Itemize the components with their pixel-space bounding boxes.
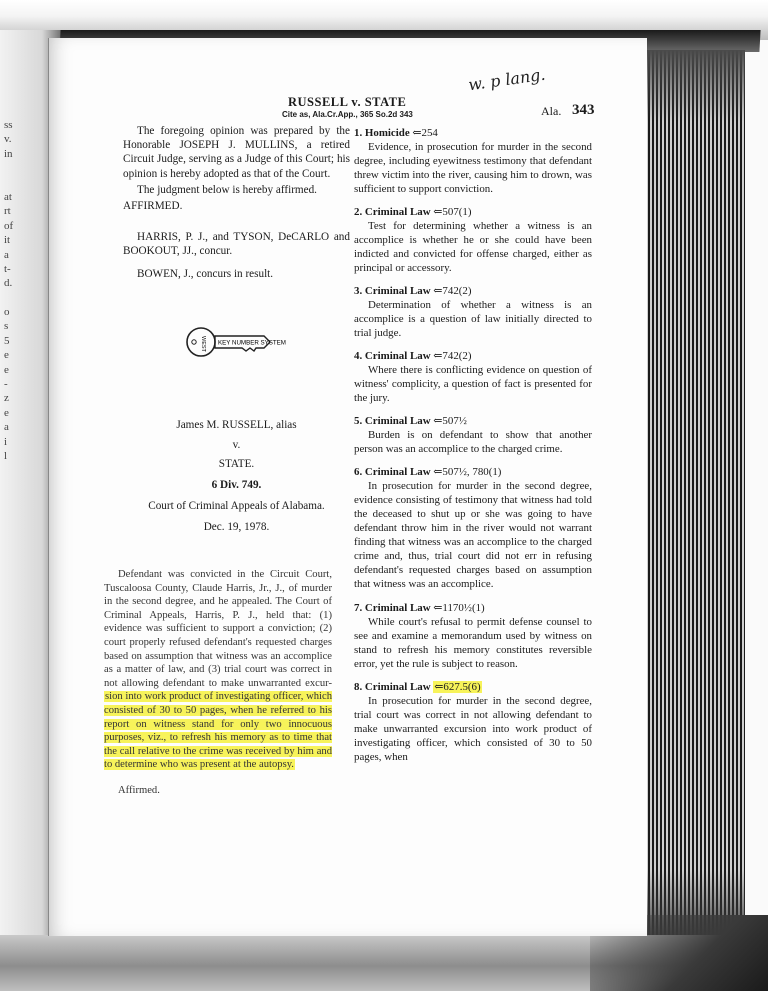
left-margin-fragment: - bbox=[4, 378, 8, 391]
left-column bbox=[123, 124, 350, 281]
left-margin-fragment: e bbox=[4, 406, 9, 419]
headnote-heading bbox=[354, 126, 592, 140]
left-margin-fragment: of bbox=[4, 219, 14, 232]
left-margin-fragment: 5 bbox=[4, 334, 10, 347]
headnote-key-number: ⇐507½, 780(1) bbox=[433, 466, 502, 478]
headnote-number: 8. bbox=[354, 681, 363, 693]
headnote-key-number: ⇐1170½(1) bbox=[433, 602, 485, 614]
headnote bbox=[354, 465, 592, 591]
syllabus-highlighted-text: sion into work product of investigating officer, which consisted of 30 to 50 pages, when he referred to his report on witness stand for only two innocuous purposes, viz., to refresh his memory as to time that the call relative to the crime was received by him and to determine who was present at the autopsy. bbox=[104, 691, 332, 771]
headnote-number: 6. bbox=[354, 466, 363, 478]
case-caption bbox=[123, 418, 350, 534]
foregoing-opinion-paragraph: The foregoing opinion was prepared by the Honorable JOSEPH J. MULLINS, a retired Circuit Judge, serving as a Judge of this Court; his opinion is hereby adopted as that of the Court. bbox=[123, 125, 350, 180]
left-margin-fragment: i bbox=[4, 435, 8, 448]
headnote-topic: Criminal Law bbox=[364, 681, 431, 693]
headnote-heading bbox=[354, 349, 592, 363]
headnote-number: 5. bbox=[354, 415, 363, 427]
headnote-number: 7. bbox=[354, 602, 363, 614]
headnote-topic: Criminal Law bbox=[364, 466, 431, 478]
left-margin-fragment bbox=[4, 161, 24, 175]
affirmed-label: AFFIRMED. bbox=[123, 200, 183, 213]
headnote-key-number: ⇐742(2) bbox=[433, 350, 472, 362]
headnote-text: Where there is conflicting evidence on question of witness' complicity, a question of fact is presented for the jury. bbox=[354, 364, 592, 404]
headnote bbox=[354, 414, 592, 456]
syllabus-affirmed: Affirmed. bbox=[118, 784, 160, 796]
docket-number: 6 Div. 749. bbox=[211, 478, 262, 491]
west-key-number-logo bbox=[186, 325, 286, 359]
headnote bbox=[354, 601, 592, 671]
headnote-heading bbox=[354, 465, 592, 479]
page-number: 343 bbox=[572, 102, 595, 118]
page-edges-shade bbox=[640, 50, 745, 942]
headnote-heading bbox=[354, 680, 592, 694]
left-page-text-fragments bbox=[4, 118, 24, 463]
left-margin-fragment: a bbox=[4, 421, 9, 434]
left-margin-fragment: it bbox=[4, 234, 11, 247]
headnote-number: 2. bbox=[354, 206, 363, 218]
syllabus-paragraph bbox=[104, 568, 332, 772]
left-margin-fragment: d. bbox=[4, 277, 13, 290]
key-logo-text: KEY NUMBER SYSTEM bbox=[218, 339, 286, 347]
headnotes-column bbox=[354, 126, 592, 764]
headnote bbox=[354, 680, 592, 764]
headnote-text: In prosecution for murder in the second degree, evidence consisting of testimony that witness had told the deceased to shut up or she was going to have defendant throw him in the river would not warrant finding that witness was an accomplice to the charged crime and, thus, trial court did not err in refusing defendant's requested charges based on assumption that witness was an accomplice. bbox=[354, 480, 592, 590]
headnote-topic: Criminal Law bbox=[364, 415, 431, 427]
headnote-key-number: ⇐627.5(6) bbox=[434, 681, 481, 693]
headnote-key-number: ⇐742(2) bbox=[433, 285, 472, 297]
headnote-topic: Criminal Law bbox=[364, 206, 431, 218]
decision-date: Dec. 19, 1978. bbox=[203, 521, 270, 534]
headnote-number: 3. bbox=[354, 285, 363, 297]
left-margin-fragment: v. bbox=[4, 133, 12, 146]
left-margin-fragment: at bbox=[4, 190, 12, 203]
left-margin-fragment: t- bbox=[4, 262, 11, 275]
key-logo-letters: WEST bbox=[200, 336, 206, 352]
left-margin-fragment bbox=[4, 176, 24, 190]
headnote-text: While court's refusal to permit defense counsel to see and examine a memorandum used by witness on stand to refresh his memory constitutes reversible error, yet the rule is subject to reason. bbox=[354, 616, 592, 670]
left-margin-fragment: l bbox=[4, 449, 8, 462]
headnote-number: 4. bbox=[354, 350, 363, 362]
headnote-text: Evidence, in prosecution for murder in the second degree, including eyewitness testimony that defendant threw victim into the river, causing him to drown, was sufficient to support conviction. bbox=[354, 141, 592, 195]
left-margin-fragment: e bbox=[4, 349, 9, 362]
headnote bbox=[354, 126, 592, 196]
headnote-text: Determination of whether a witness is an accomplice is a question of law initially directed to trial judge. bbox=[354, 299, 592, 339]
court-name: Court of Criminal Appeals of Alabama. bbox=[148, 499, 325, 512]
concur-result-line: BOWEN, J., concurs in result. bbox=[137, 267, 274, 280]
headnote-topic: Criminal Law bbox=[364, 350, 431, 362]
headnote bbox=[354, 205, 592, 275]
headnote-text: Burden is on defendant to show that another person was an accomplice to the charged crime. bbox=[354, 429, 592, 455]
headnote-key-number: ⇐254 bbox=[412, 127, 438, 139]
concur-paragraph: HARRIS, P. J., and TYSON, DeCARLO and BOOKOUT, JJ., concur. bbox=[123, 231, 350, 258]
handwritten-note: w. p lang. bbox=[467, 64, 547, 95]
left-margin-fragment bbox=[4, 291, 24, 305]
headnote bbox=[354, 284, 592, 340]
headnote-topic: Criminal Law bbox=[364, 602, 431, 614]
left-margin-fragment: z bbox=[4, 392, 9, 405]
headnote bbox=[354, 349, 592, 405]
running-head-case-title: RUSSELL v. STATE bbox=[288, 95, 407, 109]
party-appellee: STATE. bbox=[218, 458, 255, 471]
running-head-state: Ala. bbox=[541, 104, 562, 118]
headnote-heading bbox=[354, 601, 592, 615]
headnote-heading bbox=[354, 205, 592, 219]
headnote-topic: Homicide bbox=[364, 127, 410, 139]
left-margin-fragment: o bbox=[4, 306, 10, 319]
headnote-text: In prosecution for murder in the second degree, trial court was correct in not allowing defendant to make unwarranted excursion into work product of investigating officer, which consisted of 30 to 50 pages, when bbox=[354, 695, 592, 763]
left-margin-fragment: rt bbox=[4, 205, 11, 218]
left-margin-fragment: a bbox=[4, 248, 9, 261]
headnote-key-number: ⇐507(1) bbox=[433, 206, 472, 218]
syllabus-text: Defendant was convicted in the Circuit Court, Tuscaloosa County, Claude Harris, Jr., J., of murder in the second degree, and he appealed. The Court of Criminal Appeals, Harris, P. J., held that: (1) evidence was sufficient to support a conviction; (2) court properly refused defendant's requested charges based on assumption that witness was an accomplice as a matter of law, and (3) trial court was correct in not allowing defendant to make unwarranted excur- bbox=[104, 569, 332, 689]
headnote-topic: Criminal Law bbox=[364, 285, 431, 297]
left-margin-fragment: e bbox=[4, 363, 9, 376]
headnote-heading bbox=[354, 284, 592, 298]
judgment-affirmed-line: The judgment below is hereby affirmed. bbox=[137, 183, 317, 196]
running-head-citation: Cite as, Ala.Cr.App., 365 So.2d 343 bbox=[282, 110, 413, 119]
versus: v. bbox=[232, 439, 241, 452]
headnote-number: 1. bbox=[354, 127, 363, 139]
left-margin-fragment: ss bbox=[4, 119, 13, 131]
headnote-key-number: ⇐507½ bbox=[433, 415, 467, 427]
left-margin-fragment: s bbox=[4, 320, 9, 333]
party-appellant: James M. RUSSELL, alias bbox=[176, 419, 297, 431]
syllabus bbox=[104, 568, 332, 798]
headnote-text: Test for determining whether a witness is an accomplice is whether he or she could have been indicted and convicted for offense charged, either as principal or accessory. bbox=[354, 220, 592, 274]
left-margin-fragment: in bbox=[4, 147, 13, 160]
headnote-heading bbox=[354, 414, 592, 428]
